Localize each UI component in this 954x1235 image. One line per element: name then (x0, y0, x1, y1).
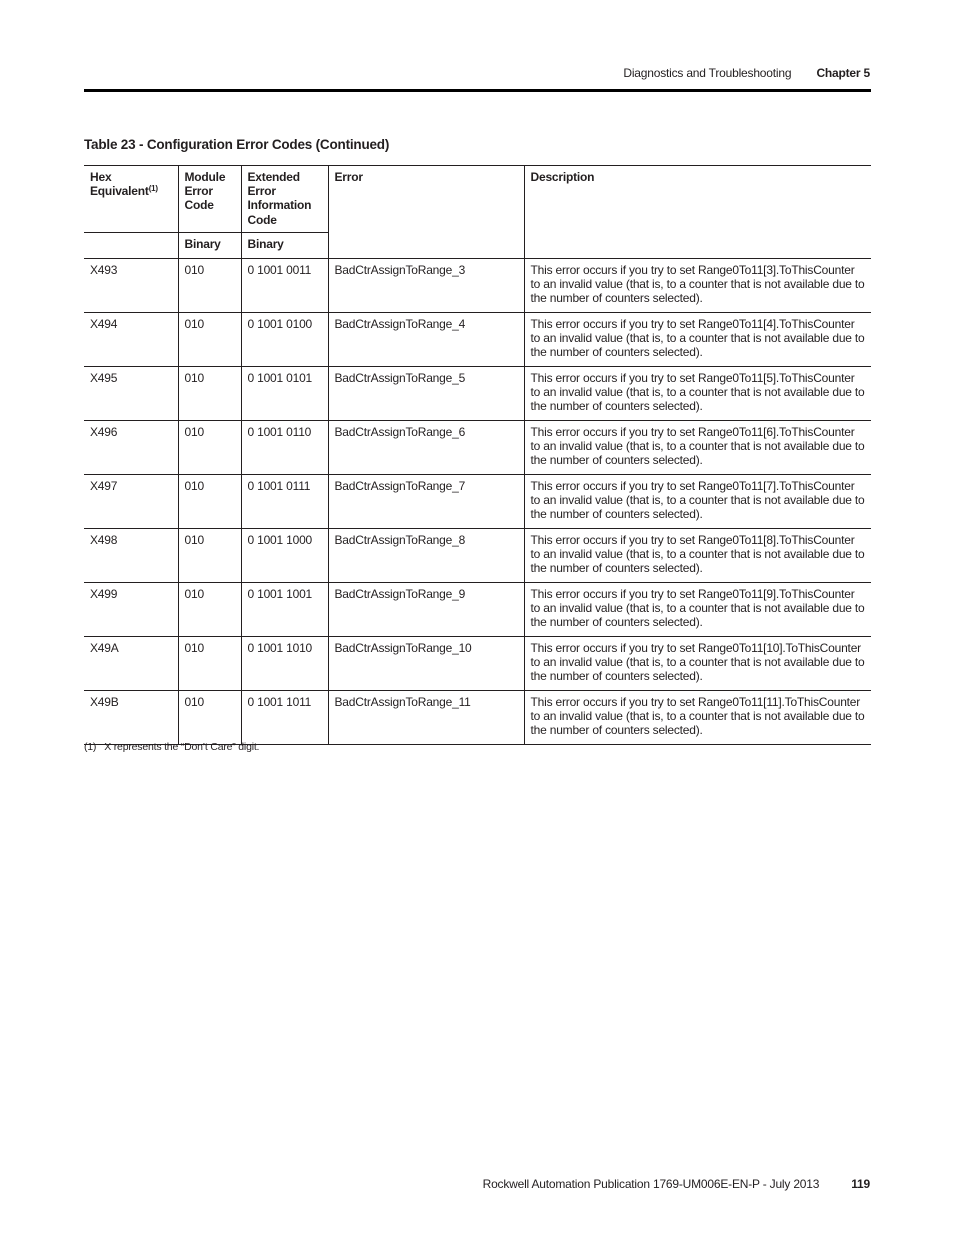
table-row (84, 637, 871, 691)
cell-error: BadCtrAssignToRange_9 (328, 583, 524, 637)
cell-extended: 0 1001 0111 (241, 475, 328, 529)
chapter-label: Chapter 5 (816, 66, 870, 80)
cell-extended: 0 1001 0011 (241, 259, 328, 313)
publication-info: Rockwell Automation Publication 1769-UM006E-EN-P - July 2013 (482, 1177, 820, 1191)
cell-error: BadCtrAssignToRange_7 (328, 475, 524, 529)
cell-extended: 0 1001 0110 (241, 421, 328, 475)
cell-hex: X495 (84, 367, 178, 421)
cell-extended: 0 1001 1010 (241, 637, 328, 691)
cell-extended: 0 1001 1011 (241, 691, 328, 745)
cell-module: 010 (178, 367, 241, 421)
cell-description: This error occurs if you try to set Range0To11[3].ToThisCounter to an invalid value (that is, to a counter that is not available due to the number of counters selected). (524, 259, 871, 313)
cell-extended: 0 1001 0101 (241, 367, 328, 421)
cell-description: This error occurs if you try to set Range0To11[4].ToThisCounter to an invalid value (that is, to a counter that is not available due to the number of counters selected). (524, 313, 871, 367)
cell-module: 010 (178, 475, 241, 529)
cell-module: 010 (178, 691, 241, 745)
table-row (84, 475, 871, 529)
cell-error: BadCtrAssignToRange_11 (328, 691, 524, 745)
table-row (84, 691, 871, 745)
cell-hex: X499 (84, 583, 178, 637)
col-header-extended: Extended Error Information Code (241, 166, 328, 233)
table-row (84, 313, 871, 367)
col-header-module: Module Error Code (178, 166, 241, 233)
table-header-row (84, 166, 871, 233)
footnote-ref: (1) (148, 184, 158, 194)
footnote (84, 741, 259, 753)
cell-extended: 0 1001 1001 (241, 583, 328, 637)
col-subheader-module: Binary (178, 233, 241, 259)
cell-description: This error occurs if you try to set Range0To11[11].ToThisCounter to an invalid value (that is, to a counter that is not available due to the number of counters selected). (524, 691, 871, 745)
cell-description: This error occurs if you try to set Range0To11[6].ToThisCounter to an invalid value (that is, to a counter that is not available due to the number of counters selected). (524, 421, 871, 475)
table-row (84, 421, 871, 475)
cell-description: This error occurs if you try to set Range0To11[8].ToThisCounter to an invalid value (that is, to a counter that is not available due to the number of counters selected). (524, 529, 871, 583)
table-caption: Table 23 - Configuration Error Codes (Continued) (84, 137, 390, 152)
cell-extended: 0 1001 0100 (241, 313, 328, 367)
col-header-hex: Hex Equivalent$^{(1)}$ (84, 166, 178, 233)
cell-module: 010 (178, 637, 241, 691)
cell-module: 010 (178, 583, 241, 637)
cell-hex: X497 (84, 475, 178, 529)
cell-description: This error occurs if you try to set Range0To11[5].ToThisCounter to an invalid value (that is, to a counter that is not available due to the number of counters selected). (524, 367, 871, 421)
footnote-text: X represents the “Don’t Care” digit. (104, 741, 260, 753)
page-footer (483, 1177, 870, 1191)
cell-hex: X493 (84, 259, 178, 313)
table-row (84, 367, 871, 421)
cell-description: This error occurs if you try to set Range0To11[9].ToThisCounter to an invalid value (that is, to a counter that is not available due to the number of counters selected). (524, 583, 871, 637)
cell-hex: X498 (84, 529, 178, 583)
cell-error: BadCtrAssignToRange_8 (328, 529, 524, 583)
cell-error: BadCtrAssignToRange_4 (328, 313, 524, 367)
cell-error: BadCtrAssignToRange_10 (328, 637, 524, 691)
cell-error: BadCtrAssignToRange_5 (328, 367, 524, 421)
col-header-description: Description (524, 166, 871, 259)
table-row (84, 259, 871, 313)
table-row (84, 583, 871, 637)
cell-module: 010 (178, 529, 241, 583)
cell-extended: 0 1001 1000 (241, 529, 328, 583)
col-subheader-hex (84, 233, 178, 259)
page-number: 119 (851, 1177, 870, 1191)
header-rule (84, 89, 871, 92)
cell-description: This error occurs if you try to set Range0To11[10].ToThisCounter to an invalid value (that is, to a counter that is not available due to the number of counters selected). (524, 637, 871, 691)
cell-hex: X494 (84, 313, 178, 367)
section-title: Diagnostics and Troubleshooting (623, 66, 792, 80)
cell-error: BadCtrAssignToRange_3 (328, 259, 524, 313)
col-subheader-extended: Binary (241, 233, 328, 259)
page-header (623, 66, 870, 80)
cell-module: 010 (178, 421, 241, 475)
col-header-error: Error (328, 166, 524, 259)
cell-hex: X49A (84, 637, 178, 691)
configuration-error-codes-table (84, 165, 871, 745)
cell-error: BadCtrAssignToRange_6 (328, 421, 524, 475)
table-row (84, 529, 871, 583)
footnote-mark: (1) (84, 741, 97, 753)
cell-module: 010 (178, 259, 241, 313)
cell-hex: X496 (84, 421, 178, 475)
cell-module: 010 (178, 313, 241, 367)
cell-description: This error occurs if you try to set Range0To11[7].ToThisCounter to an invalid value (that is, to a counter that is not available due to the number of counters selected). (524, 475, 871, 529)
cell-hex: X49B (84, 691, 178, 745)
